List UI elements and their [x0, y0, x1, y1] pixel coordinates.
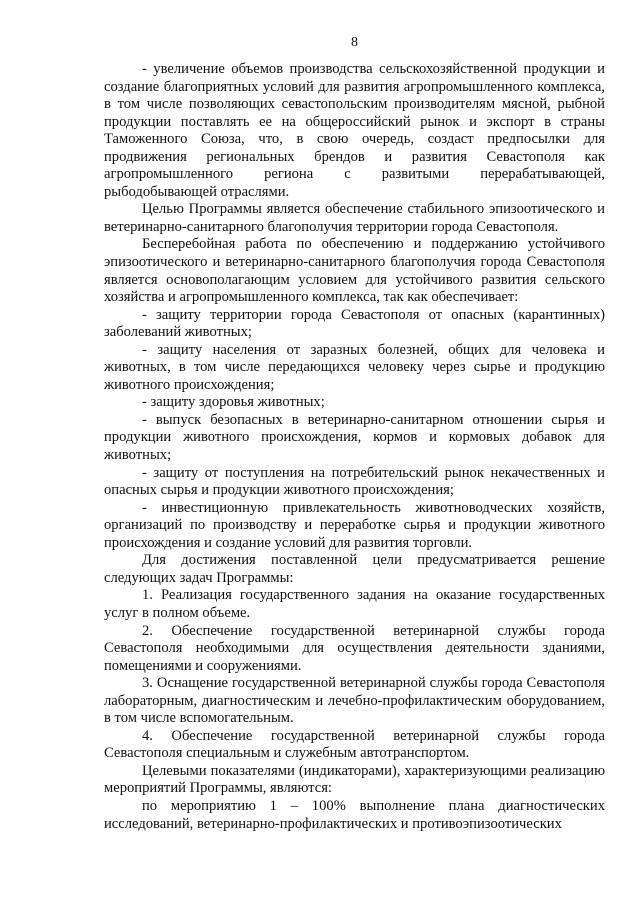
paragraph-program-goal: Целью Программы является обеспечение стабильного эпизоотического и ветеринарно-санитарного благополучия территории города Севастополя.: [104, 201, 605, 235]
list-item-market-protection: - защиту от поступления на потребительский рынок некачественных и опасных сырья и продукции животного происхождения;: [104, 464, 605, 499]
list-item-investment-attractiveness: - инвестиционную привлекательность животноводческих хозяйств, организаций по производству и переработке сырья и продукции животного происхождения и создание условий для развития торговли.: [104, 499, 605, 551]
list-item-safe-products: - выпуск безопасных в ветеринарно-санитарном отношении сырья и продукции животного происхождения, кормов и кормовых добавок для животных;: [104, 411, 605, 464]
task-1: 1. Реализация государственного задания на оказание государственных услуг в полном объеме.: [104, 587, 605, 621]
list-item-animal-health: - защиту здоровья животных;: [142, 394, 325, 411]
paragraph-measure-1: по мероприятию 1 – 100% выполнение плана диагностических исследований, ветеринарно-профилактических и противоэпизоотических: [104, 797, 605, 832]
page-number: 8: [351, 35, 358, 50]
list-item-territory-protection: - защиту территории города Севастополя от опасных (карантинных) заболеваний животных;: [104, 306, 605, 341]
paragraph-tasks-intro: Для достижения поставленной цели предусматривается решение следующих задач Программы:: [104, 552, 605, 586]
paragraph-target-indicators: Целевыми показателями (индикаторами), характеризующими реализацию мероприятий Программы, являются:: [104, 762, 605, 797]
paragraph-production-growth: - увеличение объемов производства сельскохозяйственной продукции и создание благоприятных условий для развития агропромышленного комплекса, в том числе позволяющих севастопольским производителям мясной, рыбной продукции поставлять ее на общероссийский рынок и экспорт в страны Таможенного Союза, что, в свою очередь, создаст предпосылки для продвижения региональных брендов и развития Севастополя как агропромышленного региона с развитыми перерабатывающей, рыбодобывающей отраслями.: [104, 61, 605, 200]
paragraph-uninterrupted-work: Бесперебойная работа по обеспечению и поддержанию устойчивого эпизоотического и ветеринарно-санитарного благополучия города Севастополя является основополагающим условием для устойчивого развития сельского хозяйства и агропромышленного комплекса, так как обеспечивает:: [104, 236, 605, 306]
list-item-population-protection: - защиту населения от заразных болезней, общих для человека и животных, в том числе передающихся человеку через сырье и продукцию животного происхождения;: [104, 341, 605, 393]
task-4: 4. Обеспечение государственной ветеринарной службы города Севастополя специальным и служебным автотранспортом.: [104, 727, 605, 762]
task-2: 2. Обеспечение государственной ветеринарной службы города Севастополя необходимыми для осуществления деятельности зданиями, помещениями и сооружениями.: [104, 622, 605, 674]
task-3: 3. Оснащение государственной ветеринарной службы города Севастополя лабораторным, диагностическим и лечебно-профилактическим оборудованием, в том числе вспомогательным.: [104, 675, 605, 727]
